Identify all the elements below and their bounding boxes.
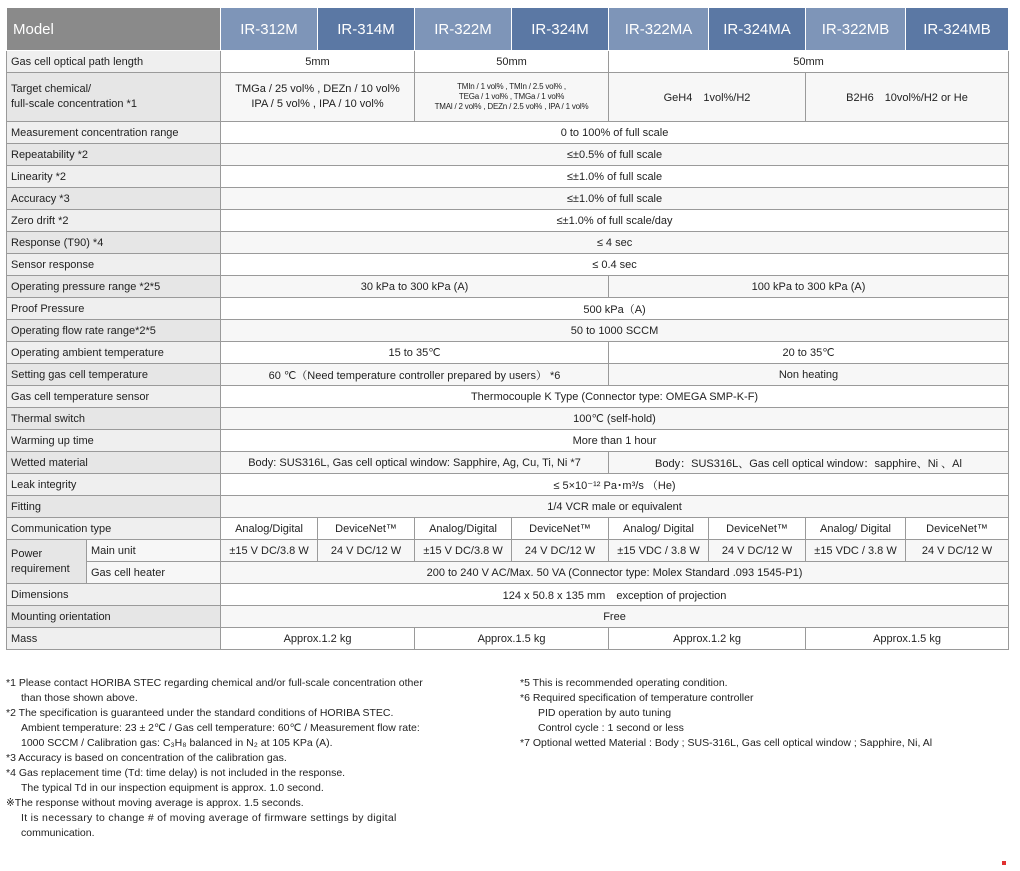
row-mounting [7,606,1009,628]
footnote: *5 This is recommended operating condition. [520,677,728,689]
row-response [7,232,1009,254]
cell-value: B2H6 10vol%/H2 or He [806,73,1009,122]
row-label: Measurement concentration range [7,122,221,144]
cell-value: Free [221,606,1009,628]
row-label [7,540,87,584]
row-path-length [7,51,1009,73]
row-label: Operating ambient temperature [7,342,221,364]
row-leak-integrity [7,474,1009,496]
cell-value: 24 V DC/12 W [906,540,1009,562]
cell-value: Body: SUS316L, Gas cell optical window: Sapphire, Ag, Cu, Ti, Ni *7 [221,452,609,474]
row-label: Operating flow rate range*2*5 [7,320,221,342]
value-line: TEGa / 1 vol% , TMGa / 1 vol% [458,92,565,101]
cell-value: ≤ 0.4 sec [221,254,1009,276]
model-ir-324mb: IR-324MB [906,8,1009,51]
model-ir-322ma: IR-322MA [609,8,709,51]
footnote: Ambient temperature: 23 ± 2℃ / Gas cell temperature: 60℃ / Measurement flow rate: [21,722,420,734]
cell-value: 124 x 50.8 x 135 mm exception of projection [221,584,1009,606]
value-line: TMIn / 1 vol% , TMIn / 2.5 vol% , [457,82,566,91]
cell-value: 20 to 35℃ [609,342,1009,364]
footnote: The typical Td in our inspection equipment is approx. 1.0 second. [21,782,324,794]
row-label: Gas cell optical path length [7,51,221,73]
cell-value: 15 to 35℃ [221,342,609,364]
value-line: TMGa / 25 vol% , DEZn / 10 vol% [235,83,400,95]
row-label: Communication type [7,518,221,540]
cell-value: DeviceNet™ [906,518,1009,540]
footnote: *4 Gas replacement time (Td: time delay) is not included in the response. [6,767,346,779]
cell-value: 24 V DC/12 W [512,540,609,562]
row-target-chemical [7,73,1009,122]
label-line: requirement [11,562,70,575]
row-zero-drift [7,210,1009,232]
cell-value: Analog/ Digital [806,518,906,540]
row-power-main-unit [7,540,1009,562]
model-ir-322mb: IR-322MB [806,8,906,51]
row-repeatability [7,144,1009,166]
row-flow-rate [7,320,1009,342]
header-row [7,8,1009,51]
label-line: full-scale concentration *1 [11,98,137,110]
sub-label: Main unit [87,540,221,562]
cell-value: ±15 V DC/3.8 W [415,540,512,562]
row-label: Mass [7,628,221,650]
cell-value: 24 V DC/12 W [709,540,806,562]
row-linearity [7,166,1009,188]
label-line: Power [11,547,43,560]
cell-value: 50mm [415,51,609,73]
row-label: Repeatability *2 [7,144,221,166]
row-label: Accuracy *3 [7,188,221,210]
cell-value: 100 kPa to 300 kPa (A) [609,276,1009,298]
cell-value: ≤ 5×10⁻¹² Pa･m³/s （He) [221,474,1009,496]
footnote: *2 The specification is guaranteed under the standard conditions of HORIBA STEC. [6,707,394,719]
sub-label: Gas cell heater [87,562,221,584]
row-operating-pressure [7,276,1009,298]
cell-value: 200 to 240 V AC/Max. 50 VA (Connector type: Molex Standard .093 1545-P1) [221,562,1009,584]
cell-value: ≤±0.5% of full scale [221,144,1009,166]
cell-value: DeviceNet™ [709,518,806,540]
cell-value: 50 to 1000 SCCM [221,320,1009,342]
model-ir-312m: IR-312M [221,8,318,51]
cell-value: Non heating [609,364,1009,386]
row-label: Response (T90) *4 [7,232,221,254]
cell-value: 50mm [609,51,1009,73]
row-dimensions [7,584,1009,606]
cell-value: Analog/Digital [221,518,318,540]
cell-value [415,73,609,122]
cell-value: 0 to 100% of full scale [221,122,1009,144]
cell-value: ≤ 4 sec [221,232,1009,254]
cell-value: DeviceNet™ [512,518,609,540]
row-thermal-switch [7,408,1009,430]
row-label: Operating pressure range *2*5 [7,276,221,298]
footnote: 1000 SCCM / Calibration gas: C₃H₈ balanced in N₂ at 105 KPa (A). [21,737,333,749]
cell-value: Body：SUS316L、Gas cell optical window：sapphire、Ni 、Al [609,452,1009,474]
model-ir-324m: IR-324M [512,8,609,51]
row-warming-up [7,430,1009,452]
cell-value: ±15 VDC / 3.8 W [806,540,906,562]
row-communication-type [7,518,1009,540]
footnote: PID operation by auto tuning [538,707,672,719]
row-label: Sensor response [7,254,221,276]
footnote: It is necessary to change # of moving average of firmware settings by digital [21,812,397,824]
cell-value: ≤±1.0% of full scale [221,166,1009,188]
row-mass [7,628,1009,650]
label-line: Target chemical/ [11,83,92,95]
model-ir-322m: IR-322M [415,8,512,51]
cell-value: 500 kPa（A) [221,298,1009,320]
cell-value: Thermocouple K Type (Connector type: OMEGA SMP-K-F) [221,386,1009,408]
cell-value: Analog/ Digital [609,518,709,540]
cell-value: Approx.1.5 kg [415,628,609,650]
footnote: ※The response without moving average is approx. 1.5 seconds. [6,797,304,809]
cell-value: Approx.1.2 kg [609,628,806,650]
cell-value: Analog/Digital [415,518,512,540]
row-label: Wetted material [7,452,221,474]
row-label: Fitting [7,496,221,518]
cell-value: 60 ℃（Need temperature controller prepared by users） *6 [221,364,609,386]
row-label: Mounting orientation [7,606,221,628]
row-power-heater [7,562,1009,584]
cell-value: DeviceNet™ [318,518,415,540]
cell-value: Approx.1.5 kg [806,628,1009,650]
row-wetted-material [7,452,1009,474]
specification-table [6,7,1009,650]
footnotes-left [6,676,506,841]
row-label: Thermal switch [7,408,221,430]
cell-value: 24 V DC/12 W [318,540,415,562]
cell-value: ±15 V DC/3.8 W [221,540,318,562]
cell-value: 5mm [221,51,415,73]
cell-value [221,73,415,122]
row-fitting [7,496,1009,518]
cell-value: 1/4 VCR male or equivalent [221,496,1009,518]
model-header: Model [7,8,221,51]
row-ambient-temperature [7,342,1009,364]
footnote: Control cycle : 1 second or less [538,722,684,734]
row-cell-temperature [7,364,1009,386]
cell-value: 100℃ (self-hold) [221,408,1009,430]
footnote: than those shown above. [21,692,138,704]
row-label: Dimensions [7,584,221,606]
footnote: *7 Optional wetted Material : Body ; SUS-316L, Gas cell optical window ; Sapphire, Ni, Al [520,737,933,749]
row-label [7,73,221,122]
cell-value: ±15 VDC / 3.8 W [609,540,709,562]
row-label: Linearity *2 [7,166,221,188]
footnote: *1 Please contact HORIBA STEC regarding chemical and/or full-scale concentration other [6,677,423,689]
cell-value: GeH4 1vol%/H2 [609,73,806,122]
value-line: IPA / 5 vol% , IPA / 10 vol% [251,98,384,110]
row-label: Proof Pressure [7,298,221,320]
cell-value: 30 kPa to 300 kPa (A) [221,276,609,298]
row-label: Setting gas cell temperature [7,364,221,386]
value-line: TMAl / 2 vol% , DEZn / 2.5 vol% , IPA / 1 vol% [434,102,589,111]
footnotes-right [520,676,1010,751]
footnote: *6 Required specification of temperature controller [520,692,754,704]
red-dot-mark [1002,861,1006,865]
row-sensor-response [7,254,1009,276]
row-label: Gas cell temperature sensor [7,386,221,408]
row-accuracy [7,188,1009,210]
row-proof-pressure [7,298,1009,320]
model-ir-324ma: IR-324MA [709,8,806,51]
model-ir-314m: IR-314M [318,8,415,51]
cell-value: ≤±1.0% of full scale [221,188,1009,210]
footnote: communication. [21,827,95,839]
row-measurement-range [7,122,1009,144]
row-label: Leak integrity [7,474,221,496]
row-label: Zero drift *2 [7,210,221,232]
footnote: *3 Accuracy is based on concentration of the calibration gas. [6,752,287,764]
cell-value: More than 1 hour [221,430,1009,452]
cell-value: Approx.1.2 kg [221,628,415,650]
row-label: Warming up time [7,430,221,452]
row-temperature-sensor [7,386,1009,408]
cell-value: ≤±1.0% of full scale/day [221,210,1009,232]
